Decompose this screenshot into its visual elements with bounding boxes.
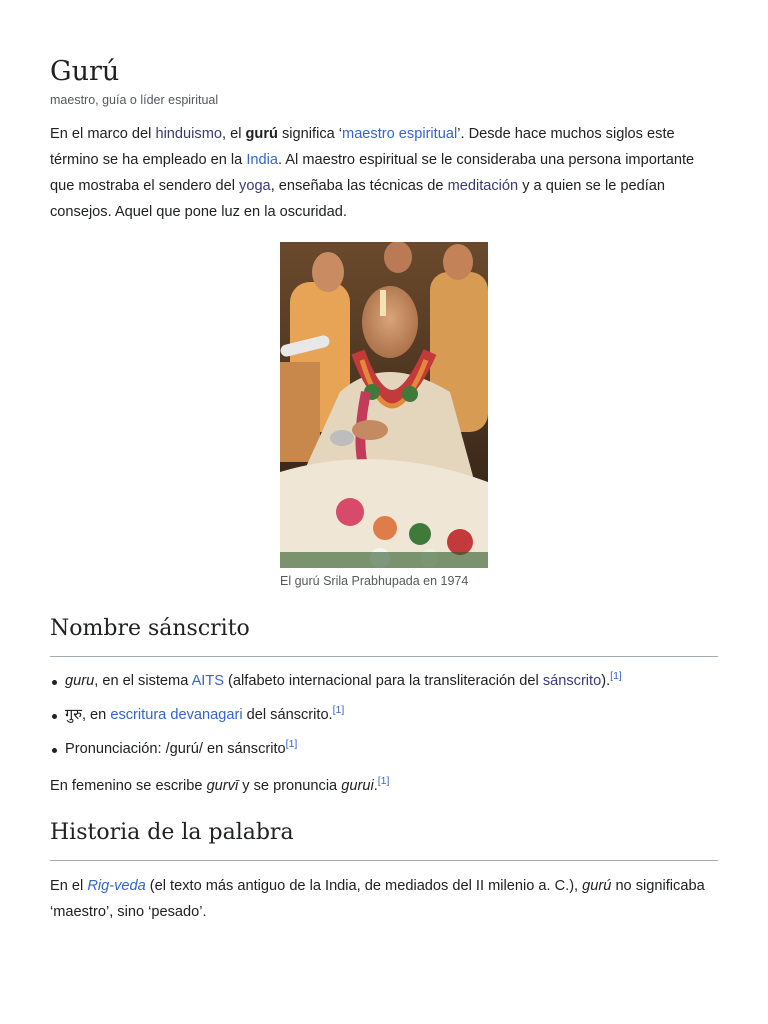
sanskrit-name-list [50,668,733,770]
link-sanscrito[interactable]: sánscrito [542,673,602,689]
reference-link[interactable]: [1] [285,738,298,751]
reference-link[interactable]: [1] [610,670,622,683]
link-yoga[interactable]: yoga [239,178,271,194]
list-item: गुरु, en escritura devanagari del sánscrito.[1] [65,702,733,728]
list-item: guru, en el sistema AITS (alfabeto internacional para la transliteración del sánscrito).[1] [65,668,733,694]
page-subtitle: maestro, guía o líder espiritual [50,93,219,107]
link-aits[interactable]: AITS [191,673,224,689]
link-hinduismo[interactable]: hinduismo [155,126,222,142]
link-escritura-devanagari[interactable]: escritura devanagari [110,707,243,723]
reference-link[interactable]: [1] [332,704,345,717]
guru-photo[interactable] [280,242,488,568]
figure-caption: El gurú Srila Prabhupada en 1974 [280,574,469,588]
link-india[interactable]: India [246,152,278,168]
feminine-paragraph: En femenino se escribe gurvī y se pronuncia gurui.[1] [50,775,390,794]
photo-of-guru-icon [280,242,488,568]
section-heading-nombre-sanscrito: Nombre sánscrito [50,614,718,657]
page-title: Gurú [50,56,120,87]
link-maestro-espiritual[interactable]: maestro espiritual [342,126,458,142]
link-rig-veda[interactable]: Rig-veda [87,878,146,894]
reference-link[interactable]: [1] [377,775,390,788]
history-paragraph: En el Rig-veda (el texto más antiguo de la India, de mediados del II milenio a. C.), gurú no significaba ‘maestro’, sino ‘pesado’. [50,878,705,920]
list-item: Pronunciación: /gurú/ en sánscrito[1] [65,736,733,762]
link-meditacion[interactable]: meditación [447,178,519,194]
intro-paragraph: En el marco del hinduismo, el gurú significa ‘maestro espiritual’. Desde hace muchos siglos este término se ha empleado en la India. Al maestro espiritual se le consideraba una persona importante que mostraba el sendero del yoga, enseñaba las técnicas de meditación y a quien se le pedían consejos. Aquel que pone luz en la oscuridad. [50,126,695,220]
section-heading-historia: Historia de la palabra [50,818,718,861]
